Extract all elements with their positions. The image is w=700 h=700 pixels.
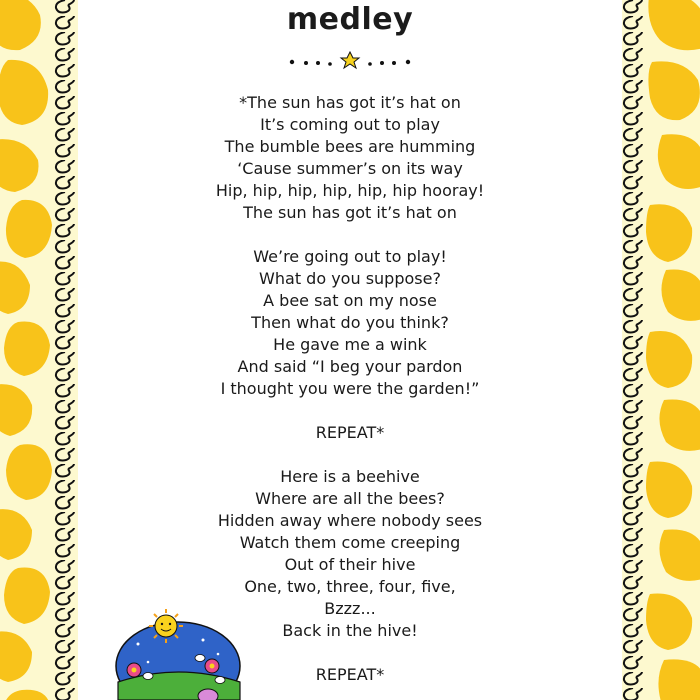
lyric-line: A bee sat on my nose: [263, 291, 437, 310]
lyric-line: Hidden away where nobody sees: [217, 511, 483, 530]
lyric-line: Back in the hive!: [282, 621, 418, 640]
right-coil-border: [620, 0, 646, 700]
lyric-line: And said “I beg your pardon: [237, 357, 463, 376]
stanza-1: [78, 92, 622, 224]
repeat-marker: REPEAT*: [315, 423, 385, 442]
lyric-line: I thought you were the garden!”: [220, 379, 480, 398]
star-icon: [341, 52, 359, 68]
lyric-line: Out of their hive: [284, 555, 416, 574]
lyrics-panel: [78, 0, 622, 700]
lyric-line: Where are all the bees?: [255, 489, 445, 508]
beehive-illustration: [108, 592, 258, 700]
lyric-line: The sun has got it’s hat on: [243, 203, 457, 222]
left-coil-border: [52, 0, 78, 700]
lyric-line: It’s coming out to play: [260, 115, 440, 134]
lyric-line: Then what do you think?: [251, 313, 449, 332]
lyric-line: Bzzz...: [324, 599, 376, 618]
lyric-line: The bumble bees are humming: [224, 137, 476, 156]
lyric-line: Here is a beehive: [280, 467, 420, 486]
lyric-line: ‘Cause summer’s on its way: [237, 159, 463, 178]
lyric-line: What do you suppose?: [259, 269, 441, 288]
lyric-line: Hip, hip, hip, hip, hip, hip hooray!: [215, 181, 485, 200]
stanza-2: [78, 246, 622, 400]
page-title: medley: [286, 2, 414, 37]
lyric-line: Watch them come creeping: [239, 533, 461, 552]
lyric-line: *The sun has got it’s hat on: [239, 93, 461, 112]
lyric-line: We’re going out to play!: [253, 247, 447, 266]
lyric-line: He gave me a wink: [273, 335, 427, 354]
title-divider: [278, 50, 422, 70]
repeat-marker: REPEAT*: [315, 665, 385, 684]
lyric-line: One, two, three, four, five,: [244, 577, 456, 596]
